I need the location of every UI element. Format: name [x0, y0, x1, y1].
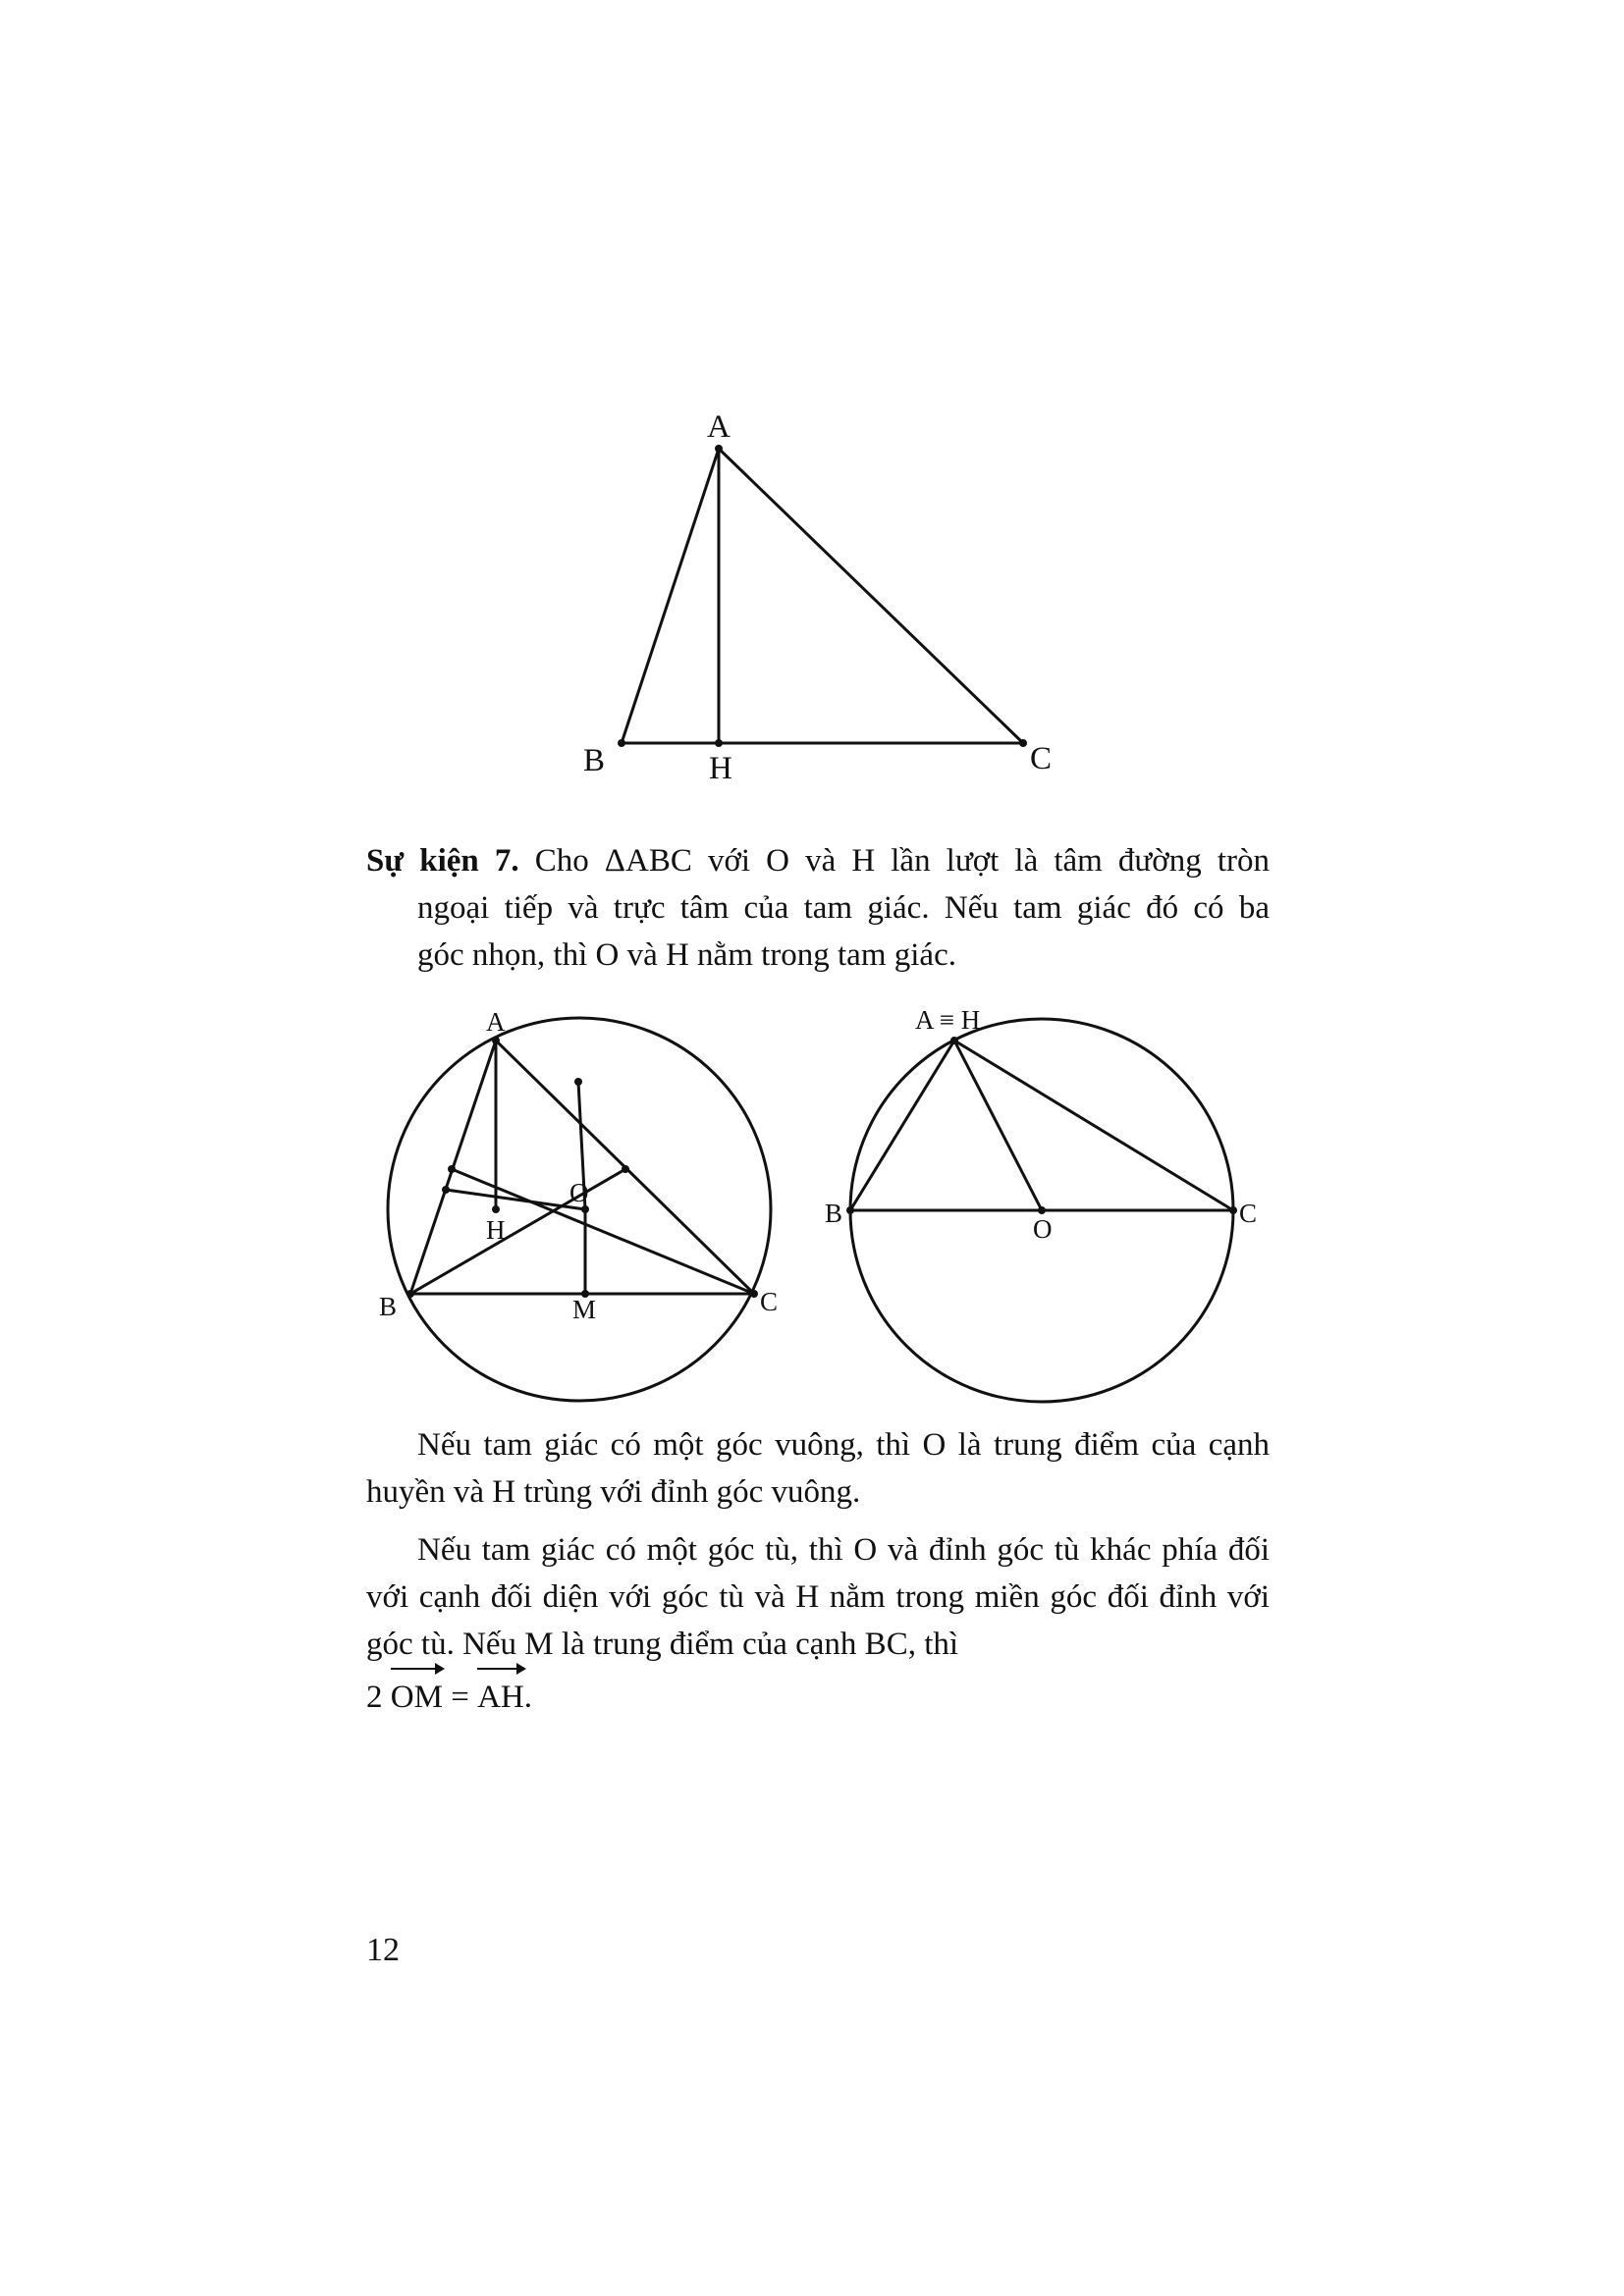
label-c: C — [760, 1287, 779, 1316]
formula-coefficient: 2 — [366, 1680, 383, 1715]
label-h: H — [709, 751, 732, 786]
page-number: 12 — [366, 1932, 400, 1968]
paragraph-right-angle: Nếu tam giác có một góc vuông, thì O là trung điểm của cạnh huyền và H trùng với đỉnh góc vuông. — [366, 1427, 1270, 1510]
paragraph-obtuse — [366, 1526, 1270, 1721]
label-a: A — [486, 1007, 506, 1037]
label-c: C — [1030, 741, 1053, 776]
label-b: B — [379, 1292, 398, 1321]
vector-arrow-icon — [477, 1668, 524, 1670]
fact-7-line-2: ngoại tiếp và trực tâm của tam giác. Nếu tam giác đó có ba — [417, 890, 1270, 926]
fact-7-title: Sự kiện 7. — [366, 843, 519, 879]
label-b: B — [825, 1199, 843, 1228]
label-h: H — [486, 1215, 506, 1245]
label-a: A — [707, 409, 731, 445]
label-a-equiv-h: A ≡ H — [915, 1005, 981, 1035]
label-b: B — [583, 743, 606, 778]
fact-7-line-3: góc nhọn, thì O và H nằm trong tam giác. — [417, 937, 956, 973]
formula — [366, 1668, 1270, 1721]
label-o: O — [1033, 1214, 1053, 1244]
label-c: C — [1239, 1199, 1258, 1228]
formula-equals: = — [451, 1680, 469, 1715]
side-ac — [954, 1041, 1233, 1210]
fact-7-line-1: Cho ΔABC với O và H lần lượt là tâm đường tròn — [534, 843, 1270, 879]
vector-arrow-icon — [391, 1668, 443, 1670]
paragraph-obtuse-text: Nếu tam giác có một góc tù, thì O và đỉnh góc tù khác phía đối với cạnh đối diện với góc tù và H nằm trong miền góc đối đỉnh với góc tù. Nếu M là trung điểm của cạnh BC, thì — [366, 1532, 1270, 1662]
vector-ah: AH — [477, 1680, 524, 1715]
point-a — [950, 1037, 958, 1044]
point-c — [1229, 1206, 1237, 1214]
point-o — [1038, 1206, 1046, 1214]
point-b — [846, 1206, 854, 1214]
fact-7 — [366, 837, 1270, 979]
label-o: O — [569, 1178, 589, 1207]
vector-om: OM — [390, 1680, 443, 1715]
formula-period: . — [523, 1680, 532, 1715]
label-m: M — [572, 1295, 597, 1324]
side-ab — [850, 1041, 954, 1210]
